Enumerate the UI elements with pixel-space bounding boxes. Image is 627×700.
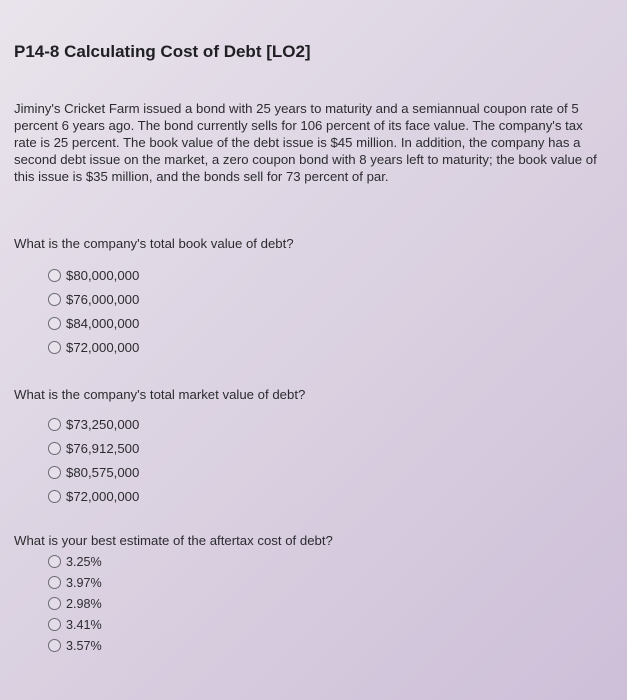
question-market-value: What is the company's total market value of debt?	[14, 387, 306, 402]
option-radio[interactable]	[48, 287, 139, 311]
options-aftertax-cost	[48, 551, 102, 656]
question-book-value: What is the company's total book value of debt?	[14, 236, 294, 251]
option-radio[interactable]	[48, 572, 102, 593]
radio-circle-icon[interactable]	[48, 293, 61, 306]
option-label: 3.57%	[66, 638, 102, 653]
option-label: $76,912,500	[66, 440, 140, 456]
options-book-value	[48, 263, 139, 359]
radio-circle-icon[interactable]	[48, 639, 61, 652]
option-radio[interactable]	[48, 412, 139, 436]
radio-circle-icon[interactable]	[48, 618, 61, 631]
radio-circle-icon[interactable]	[48, 442, 61, 455]
option-radio[interactable]	[48, 614, 102, 635]
option-label: $73,250,000	[66, 416, 140, 432]
radio-circle-icon[interactable]	[48, 597, 61, 610]
option-radio[interactable]	[48, 460, 139, 484]
radio-circle-icon[interactable]	[48, 418, 61, 431]
option-label: $76,000,000	[66, 291, 140, 307]
radio-circle-icon[interactable]	[48, 466, 61, 479]
option-label: $72,000,000	[66, 339, 140, 355]
option-label: $84,000,000	[66, 315, 140, 331]
option-label: 3.41%	[66, 617, 102, 632]
option-radio[interactable]	[48, 335, 139, 359]
question-aftertax-cost: What is your best estimate of the aftertax cost of debt?	[14, 533, 333, 548]
option-radio[interactable]	[48, 263, 139, 287]
option-radio[interactable]	[48, 635, 102, 656]
radio-circle-icon[interactable]	[48, 341, 61, 354]
problem-title: P14-8 Calculating Cost of Debt [LO2]	[14, 42, 311, 61]
option-radio[interactable]	[48, 311, 139, 335]
options-market-value	[48, 412, 139, 508]
option-label: $80,000,000	[66, 267, 140, 283]
option-label: $72,000,000	[66, 488, 140, 504]
problem-statement: Jiminy's Cricket Farm issued a bond with 25 years to maturity and a semiannual coupon rate of 5 percent 6 years ago. The bond currently sells for 106 percent of its face value. The company's tax rate is 25 percent. The book value of the debt issue is $45 million. In addition, the company has a second debt issue on the market, a zero coupon bond with 8 years left to maturity; the book value of this issue is $35 million, and the bonds sell for 73 percent of par.	[14, 101, 597, 184]
radio-circle-icon[interactable]	[48, 490, 61, 503]
radio-circle-icon[interactable]	[48, 555, 61, 568]
radio-circle-icon[interactable]	[48, 576, 61, 589]
option-label: $80,575,000	[66, 464, 140, 480]
radio-circle-icon[interactable]	[48, 317, 61, 330]
option-radio[interactable]	[48, 436, 139, 460]
option-radio[interactable]	[48, 551, 102, 572]
option-radio[interactable]	[48, 593, 102, 614]
option-label: 2.98%	[66, 596, 102, 611]
option-radio[interactable]	[48, 484, 139, 508]
option-label: 3.25%	[66, 554, 102, 569]
option-label: 3.97%	[66, 575, 102, 590]
radio-circle-icon[interactable]	[48, 269, 61, 282]
